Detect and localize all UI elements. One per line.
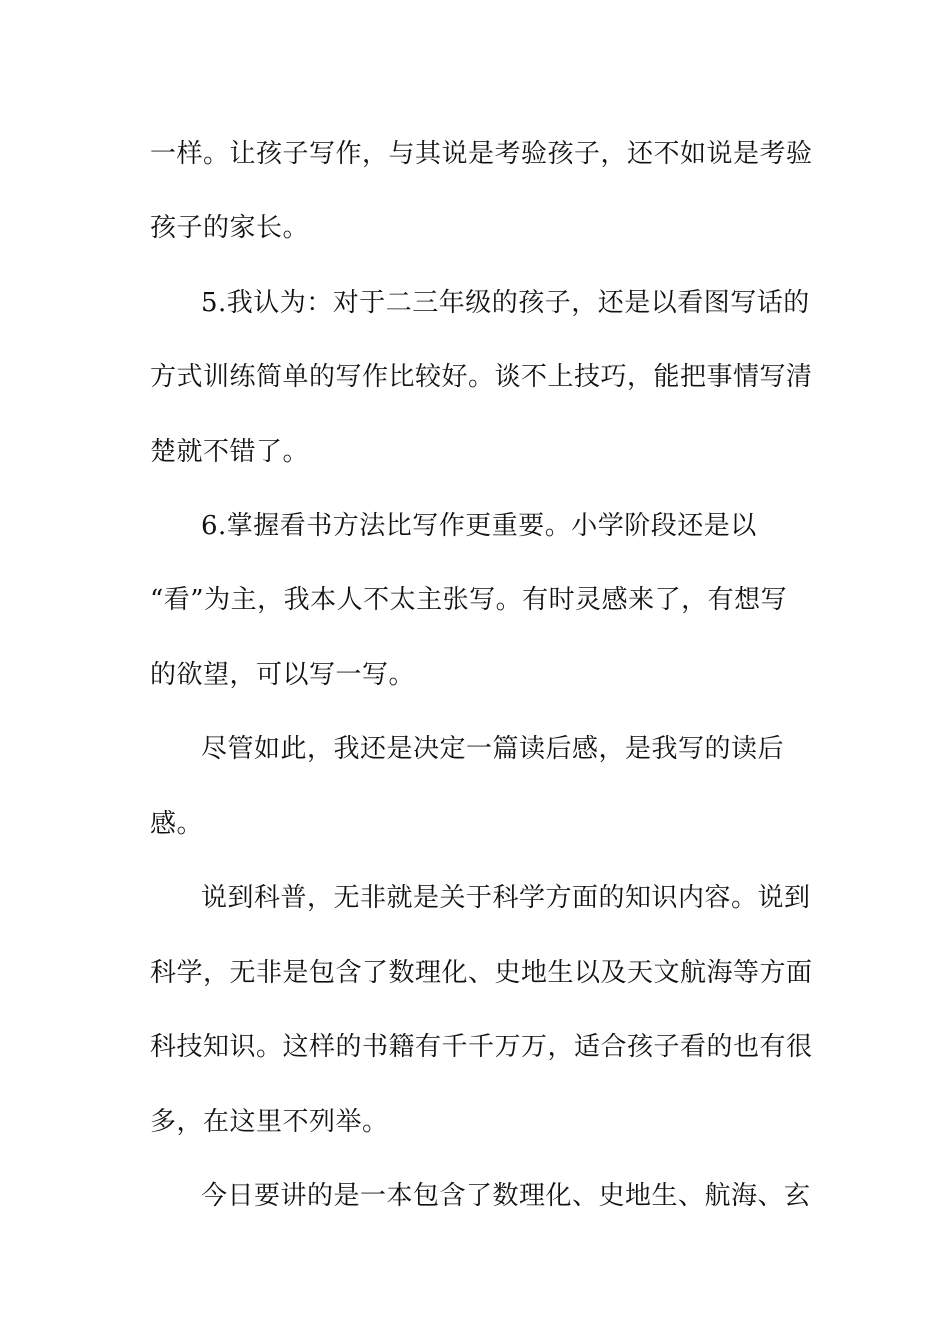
paragraph-line: 科学，无非是包含了数理化、史地生以及天文航海等方面 — [150, 958, 813, 988]
paragraph-line: “看”为主，我本人不太主张写。有时灵感来了，有想写 — [150, 585, 788, 615]
paragraph-line: 孩子的家长。 — [150, 213, 310, 243]
paragraph-line: 方式训练简单的写作比较好。谈不上技巧，能把事情写清 — [150, 362, 813, 392]
paragraph-line: 说到科普，无非就是关于科学方面的知识内容。说到 — [201, 883, 811, 913]
paragraph-line: 5.我认为：对于二三年级的孩子，还是以看图写话的 — [201, 288, 810, 318]
paragraph-line: 6.掌握看书方法比写作更重要。小学阶段还是以 — [201, 511, 757, 541]
paragraph-line: 一样。让孩子写作，与其说是考验孩子，还不如说是考验 — [150, 139, 813, 169]
paragraph-line: 尽管如此，我还是决定一篇读后感，是我写的读后 — [201, 734, 785, 764]
paragraph-line: 的欲望，可以写一写。 — [150, 660, 416, 690]
paragraph-line: 感。 — [150, 809, 204, 839]
paragraph-line: 今日要讲的是一本包含了数理化、史地生、航海、玄 — [201, 1181, 811, 1211]
paragraph-line: 多，在这里不列举。 — [150, 1107, 389, 1137]
paragraph-line: 科技知识。这样的书籍有千千万万，适合孩子看的也有很 — [150, 1032, 813, 1062]
paragraph-line: 楚就不错了。 — [150, 437, 310, 467]
